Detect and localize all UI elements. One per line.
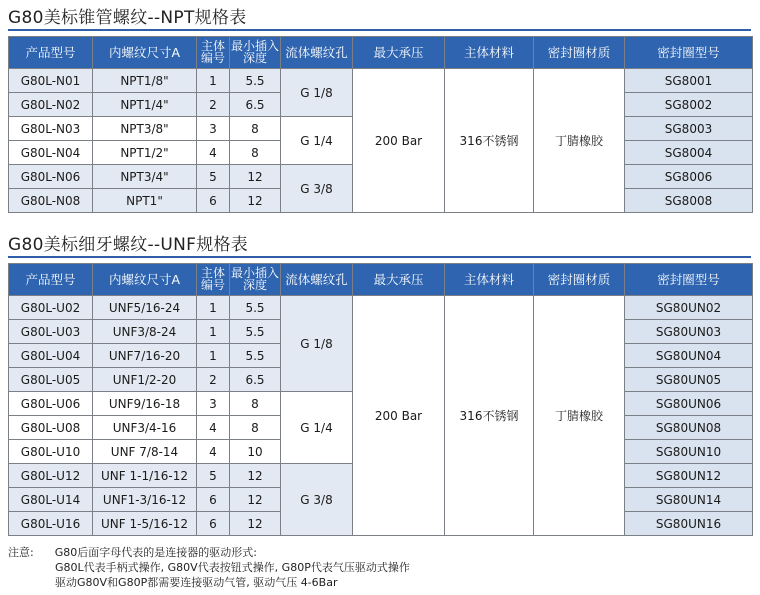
body-no-cell: 6 <box>197 488 230 512</box>
seal-model-cell: SG80UN10 <box>625 440 753 464</box>
thread-cell: UNF5/16-24 <box>93 296 197 320</box>
model-cell: G80L-U12 <box>9 464 93 488</box>
body-no-cell: 1 <box>197 344 230 368</box>
body-no-cell: 2 <box>197 93 230 117</box>
seal-model-cell: SG8002 <box>625 93 753 117</box>
model-cell: G80L-U08 <box>9 416 93 440</box>
fluid-port-cell: G 1/8 <box>281 69 353 117</box>
col-header-thread: 内螺纹尺寸A <box>93 264 197 296</box>
depth-cell: 12 <box>230 512 281 536</box>
seal-model-cell: SG80UN14 <box>625 488 753 512</box>
depth-cell: 12 <box>230 464 281 488</box>
body-no-cell: 6 <box>197 189 230 213</box>
col-header-fluid-port: 流体螺纹孔 <box>281 264 353 296</box>
model-cell: G80L-N02 <box>9 93 93 117</box>
unf-header-row <box>9 264 753 296</box>
thread-cell: NPT1/2" <box>93 141 197 165</box>
seal-model-cell: SG80UN08 <box>625 416 753 440</box>
model-cell: G80L-N04 <box>9 141 93 165</box>
model-cell: G80L-U16 <box>9 512 93 536</box>
npt-section-title: G80美标锥管螺纹--NPT规格表 <box>8 8 247 28</box>
fluid-port-cell: G 1/8 <box>281 296 353 392</box>
depth-cell: 12 <box>230 488 281 512</box>
seal-model-cell: SG8004 <box>625 141 753 165</box>
seal-model-cell: SG80UN04 <box>625 344 753 368</box>
thread-cell: UNF 7/8-14 <box>93 440 197 464</box>
seal-model-cell: SG80UN05 <box>625 368 753 392</box>
unf-section-title: G80美标细牙螺纹--UNF规格表 <box>8 235 249 255</box>
seal-model-cell: SG80UN12 <box>625 464 753 488</box>
col-header-model: 产品型号 <box>9 37 93 69</box>
depth-cell: 6.5 <box>230 368 281 392</box>
depth-cell: 5.5 <box>230 296 281 320</box>
body-no-cell: 1 <box>197 69 230 93</box>
body-no-cell: 5 <box>197 165 230 189</box>
col-header-seal-model: 密封圈型号 <box>625 264 753 296</box>
model-cell: G80L-N03 <box>9 117 93 141</box>
col-header-model: 产品型号 <box>9 264 93 296</box>
col-header-seal-model: 密封圈型号 <box>625 37 753 69</box>
depth-cell: 10 <box>230 440 281 464</box>
thread-cell: NPT3/8" <box>93 117 197 141</box>
material-cell: 316不锈钢 <box>445 296 534 536</box>
thread-cell: NPT1/4" <box>93 93 197 117</box>
unf-title-rule <box>8 256 751 258</box>
depth-cell: 5.5 <box>230 69 281 93</box>
model-cell: G80L-U05 <box>9 368 93 392</box>
table-row <box>9 69 753 93</box>
thread-cell: NPT1" <box>93 189 197 213</box>
model-cell: G80L-U06 <box>9 392 93 416</box>
model-cell: G80L-U14 <box>9 488 93 512</box>
fluid-port-cell: G 1/4 <box>281 392 353 464</box>
npt-title-rule <box>8 29 751 31</box>
body-no-cell: 4 <box>197 440 230 464</box>
pressure-cell: 200 Bar <box>353 69 445 213</box>
depth-cell: 8 <box>230 416 281 440</box>
seal-model-cell: SG80UN03 <box>625 320 753 344</box>
model-cell: G80L-U10 <box>9 440 93 464</box>
col-header-max-pressure: 最大承压 <box>353 37 445 69</box>
seal-model-cell: SG8006 <box>625 165 753 189</box>
notes-block <box>8 545 410 590</box>
depth-cell: 12 <box>230 189 281 213</box>
npt-spec-table <box>8 36 753 213</box>
fluid-port-cell: G 3/8 <box>281 464 353 536</box>
material-cell: 316不锈钢 <box>445 69 534 213</box>
seal-material-cell: 丁腈橡胶 <box>534 69 625 213</box>
thread-cell: UNF7/16-20 <box>93 344 197 368</box>
thread-cell: UNF9/16-18 <box>93 392 197 416</box>
body-no-cell: 2 <box>197 368 230 392</box>
depth-cell: 5.5 <box>230 320 281 344</box>
col-header-body-no: 主体编号 <box>197 264 230 296</box>
model-cell: G80L-N06 <box>9 165 93 189</box>
notes-label: 注意: <box>8 546 34 559</box>
col-header-thread: 内螺纹尺寸A <box>93 37 197 69</box>
col-header-body-material: 主体材料 <box>445 37 534 69</box>
col-header-fluid-port: 流体螺纹孔 <box>281 37 353 69</box>
body-no-cell: 1 <box>197 320 230 344</box>
model-cell: G80L-U02 <box>9 296 93 320</box>
body-no-cell: 1 <box>197 296 230 320</box>
notes-text-2: G80L代表手柄式操作, G80V代表按钮式操作, G80P代表气压驱动式操作 <box>55 561 410 574</box>
col-header-body-material: 主体材料 <box>445 264 534 296</box>
thread-cell: UNF3/4-16 <box>93 416 197 440</box>
body-no-cell: 3 <box>197 117 230 141</box>
depth-cell: 8 <box>230 117 281 141</box>
col-header-seal-material: 密封圈材质 <box>534 264 625 296</box>
model-cell: G80L-U03 <box>9 320 93 344</box>
col-header-body-no: 主体编号 <box>197 37 230 69</box>
pressure-cell: 200 Bar <box>353 296 445 536</box>
notes-text-3: 驱动G80V和G80P都需要连接驱动气管, 驱动气压 4-6Bar <box>55 576 338 589</box>
model-cell: G80L-U04 <box>9 344 93 368</box>
seal-model-cell: SG80UN06 <box>625 392 753 416</box>
body-no-cell: 5 <box>197 464 230 488</box>
seal-model-cell: SG8003 <box>625 117 753 141</box>
notes-line-1 <box>8 545 410 560</box>
table-row <box>9 296 753 320</box>
npt-header-row <box>9 37 753 69</box>
seal-model-cell: SG8001 <box>625 69 753 93</box>
model-cell: G80L-N01 <box>9 69 93 93</box>
thread-cell: UNF1/2-20 <box>93 368 197 392</box>
seal-model-cell: SG80UN02 <box>625 296 753 320</box>
seal-model-cell: SG80UN16 <box>625 512 753 536</box>
body-no-cell: 6 <box>197 512 230 536</box>
seal-model-cell: SG8008 <box>625 189 753 213</box>
body-no-cell: 4 <box>197 141 230 165</box>
col-header-max-pressure: 最大承压 <box>353 264 445 296</box>
depth-cell: 12 <box>230 165 281 189</box>
model-cell: G80L-N08 <box>9 189 93 213</box>
body-no-cell: 4 <box>197 416 230 440</box>
depth-cell: 8 <box>230 141 281 165</box>
depth-cell: 8 <box>230 392 281 416</box>
depth-cell: 6.5 <box>230 93 281 117</box>
thread-cell: UNF 1-5/16-12 <box>93 512 197 536</box>
col-header-min-depth: 最小插入深度 <box>230 264 281 296</box>
fluid-port-cell: G 3/8 <box>281 165 353 213</box>
notes-text-1: G80后面字母代表的是连接器的驱动形式: <box>54 546 257 559</box>
thread-cell: NPT3/4" <box>93 165 197 189</box>
seal-material-cell: 丁腈橡胶 <box>534 296 625 536</box>
unf-spec-table <box>8 263 753 536</box>
depth-cell: 5.5 <box>230 344 281 368</box>
col-header-min-depth: 最小插入深度 <box>230 37 281 69</box>
fluid-port-cell: G 1/4 <box>281 117 353 165</box>
body-no-cell: 3 <box>197 392 230 416</box>
thread-cell: NPT1/8" <box>93 69 197 93</box>
thread-cell: UNF 1-1/16-12 <box>93 464 197 488</box>
thread-cell: UNF1-3/16-12 <box>93 488 197 512</box>
thread-cell: UNF3/8-24 <box>93 320 197 344</box>
col-header-seal-material: 密封圈材质 <box>534 37 625 69</box>
